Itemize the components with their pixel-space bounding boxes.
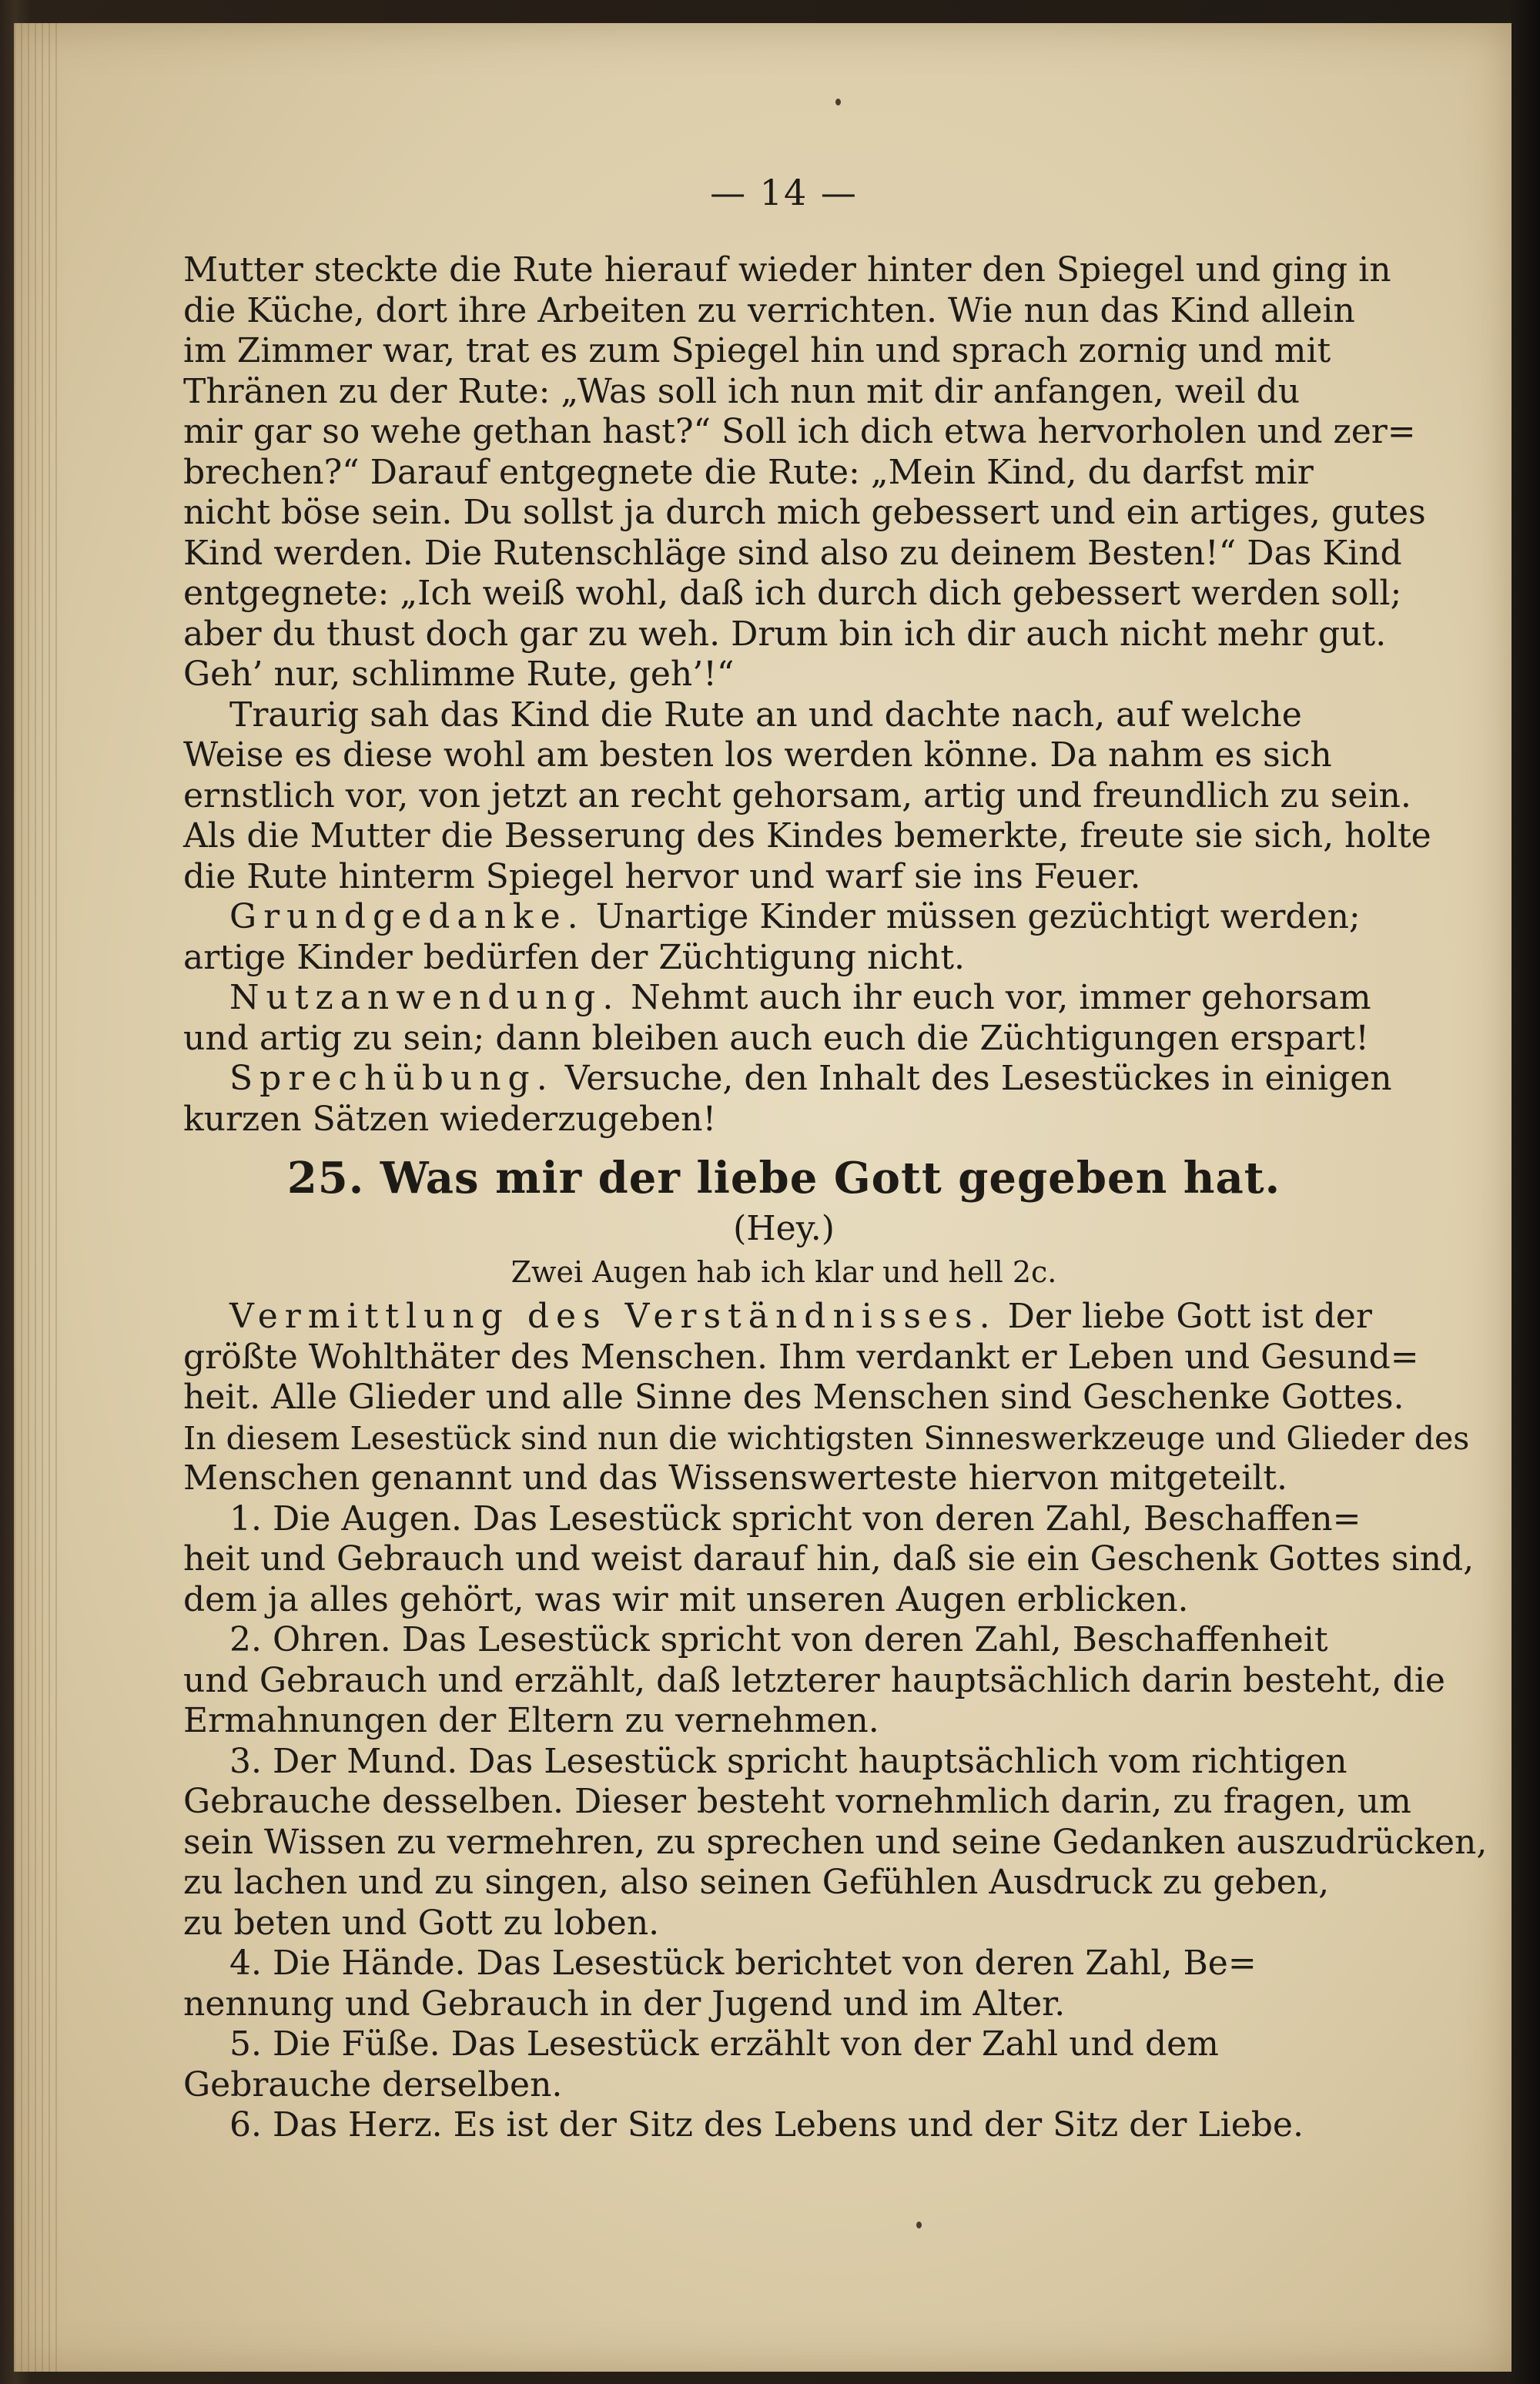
page-number: — 14 — [710, 172, 858, 213]
text-line: Als die Mutter die Besserung des Kindes bemerkte, freute sie sich, holte [183, 816, 1431, 855]
sprechuebung-paragraph [183, 1059, 1392, 1140]
text-line [183, 978, 1384, 1019]
item-augen [183, 1498, 1475, 1621]
page-edges [14, 23, 60, 2372]
section-heading: 25. Was mir der liebe Gott gegeben hat. [286, 1153, 1281, 1204]
text-line: Menschen genannt und das Wissenswerteste hiervon mitgeteilt. [183, 1458, 1288, 1498]
text-line: Mutter steckte die Rute hierauf wieder hinter den Spiegel und ging in [183, 250, 1391, 290]
list-item-first-line: 5. Die Füße. Das Lesestück erzählt von der Zahl und dem [229, 2024, 1219, 2064]
text-line: Traurig sah das Kind die Rute an und dachte nach, auf welche [229, 695, 1302, 735]
grundgedanke-paragraph [183, 897, 1384, 978]
sprechuebung-label: Sprechübung. [229, 1059, 554, 1098]
text-line: Weise es diese wohl am besten los werden könne. Da nahm es sich [183, 735, 1332, 775]
text-line: Ermahnungen der Eltern zu vernehmen. [183, 1701, 879, 1740]
list-item-first-line: 3. Der Mund. Das Lesestück spricht hauptsächlich vom richtigen [229, 1741, 1348, 1781]
list-item-first-line: 1. Die Augen. Das Lesestück spricht von deren Zahl, Beschaffen= [229, 1498, 1361, 1539]
text-line: nennung und Gebrauch in der Jugend und im Alter. [183, 1984, 1066, 2024]
text-line: heit und Gebrauch und weist darauf hin, daß sie ein Geschenk Gottes sind, [183, 1539, 1475, 1579]
vermittlung-label: Vermittlung des Verständnisses. [229, 1297, 997, 1336]
text-line: zu lachen und zu singen, also seinen Gefühlen Ausdruck zu geben, [183, 1863, 1330, 1902]
text-line: artige Kinder bedürfen der Züchtigung nicht. [183, 937, 966, 977]
text-line: Kind werden. Die Rutenschläge sind also zu deinem Besten!“ Das Kind [183, 533, 1402, 573]
text-line: kurzen Sätzen wiederzugeben! [183, 1099, 717, 1139]
text-line: brechen?“ Darauf entgegnete die Rute: „Mein Kind, du darfst mir [183, 452, 1314, 492]
item-haende [183, 1944, 1384, 2024]
text-line [183, 1297, 1384, 1338]
sprechuebung-text: Versuche, den Inhalt des Lesestückes in einigen [554, 1059, 1392, 1098]
section-epigraph: Zwei Augen hab ich klar und hell 2c. [511, 1255, 1057, 1289]
grundgedanke-label: Grundgedanke. [229, 897, 585, 936]
text-line [183, 897, 1384, 938]
nutzanwendung-text: Nehmt auch ihr euch vor, immer gehorsam [620, 978, 1371, 1017]
text-line: mir gar so wehe gethan hast?“ Soll ich dich etwa hervorholen und zer= [183, 412, 1416, 451]
page-text [183, 166, 1488, 2146]
item-ohren [183, 1620, 1445, 1742]
text-line: größte Wohlthäter des Menschen. Ihm verdankt er Leben und Gesund= [183, 1337, 1419, 1377]
list-item-first-line: 4. Die Hände. Das Lesestück berichtet von deren Zahl, Be= [229, 1944, 1257, 1983]
item-mund [183, 1741, 1488, 1944]
ink-speck [916, 2222, 922, 2228]
text-line: entgegnete: „Ich weiß wohl, daß ich durch dich gebessert werden soll; [183, 574, 1402, 613]
text-line: ernstlich vor, von jetzt an recht gehorsam, artig und freundlich zu sein. [183, 775, 1411, 815]
text-line: aber du thust doch gar zu weh. Drum bin ich dir auch nicht mehr gut. [183, 614, 1387, 654]
text-line: Geh’ nur, schlimme Rute, geh’!“ [183, 655, 735, 694]
item-fuesse [183, 2024, 1384, 2105]
vermittlung-text: Der liebe Gott ist der [996, 1297, 1372, 1336]
text-line: Gebrauche desselben. Dieser besteht vornehmlich darin, zu fragen, um [183, 1782, 1411, 1821]
text-line: die Rute hinterm Spiegel hervor und warf sie ins Feuer. [183, 856, 1141, 896]
text-line: Gebrauche derselben. [183, 2064, 563, 2104]
text-line: nicht böse sein. Du sollst ja durch mich gebessert und ein artiges, gutes [183, 493, 1426, 532]
text-line: und Gebrauch und erzählt, daß letzterer hauptsächlich darin besteht, die [183, 1660, 1445, 1700]
text-line [183, 1059, 1392, 1100]
grundgedanke-text: Unartige Kinder müssen gezüchtigt werden; [584, 897, 1361, 936]
text-line: zu beten und Gott zu loben. [183, 1903, 660, 1943]
story-ending-paragraph-2 [183, 695, 1431, 898]
nutzanwendung-paragraph [183, 978, 1384, 1059]
story-ending [183, 250, 1426, 695]
nutzanwendung-label: Nutzanwendung. [229, 978, 621, 1017]
text-line: heit. Alle Glieder und alle Sinne des Menschen sind Geschenke Gottes. [183, 1378, 1404, 1417]
text-line: dem ja alles gehört, was wir mit unseren Augen erblicken. [183, 1579, 1189, 1619]
text-line: In diesem Lesestück sind nun die wichtigsten Sinneswerkzeuge und Glieder des [183, 1419, 1470, 1457]
vermittlung-paragraph [183, 1297, 1470, 1499]
item-herz [183, 2105, 1384, 2146]
ink-speck [835, 99, 841, 105]
section-author: (Hey.) [733, 1209, 835, 1248]
list-item-first-line: 2. Ohren. Das Lesestück spricht von deren Zahl, Beschaffenheit [229, 1620, 1328, 1659]
text-line: die Küche, dort ihre Arbeiten zu verrichten. Wie nun das Kind allein [183, 290, 1355, 330]
text-line: sein Wissen zu vermehren, zu sprechen und seine Gedanken auszudrücken, [183, 1822, 1488, 1862]
text-line: im Zimmer war, trat es zum Spiegel hin und sprach zornig und mit [183, 331, 1331, 370]
list-item-first-line: 6. Das Herz. Es ist der Sitz des Lebens und der Sitz der Liebe. [229, 2105, 1304, 2145]
text-line: und artig zu sein; dann bleiben auch euch die Züchtigungen erspart! [183, 1018, 1369, 1058]
text-line: Thränen zu der Rute: „Was soll ich nun mit dir anfangen, weil du [183, 371, 1301, 411]
